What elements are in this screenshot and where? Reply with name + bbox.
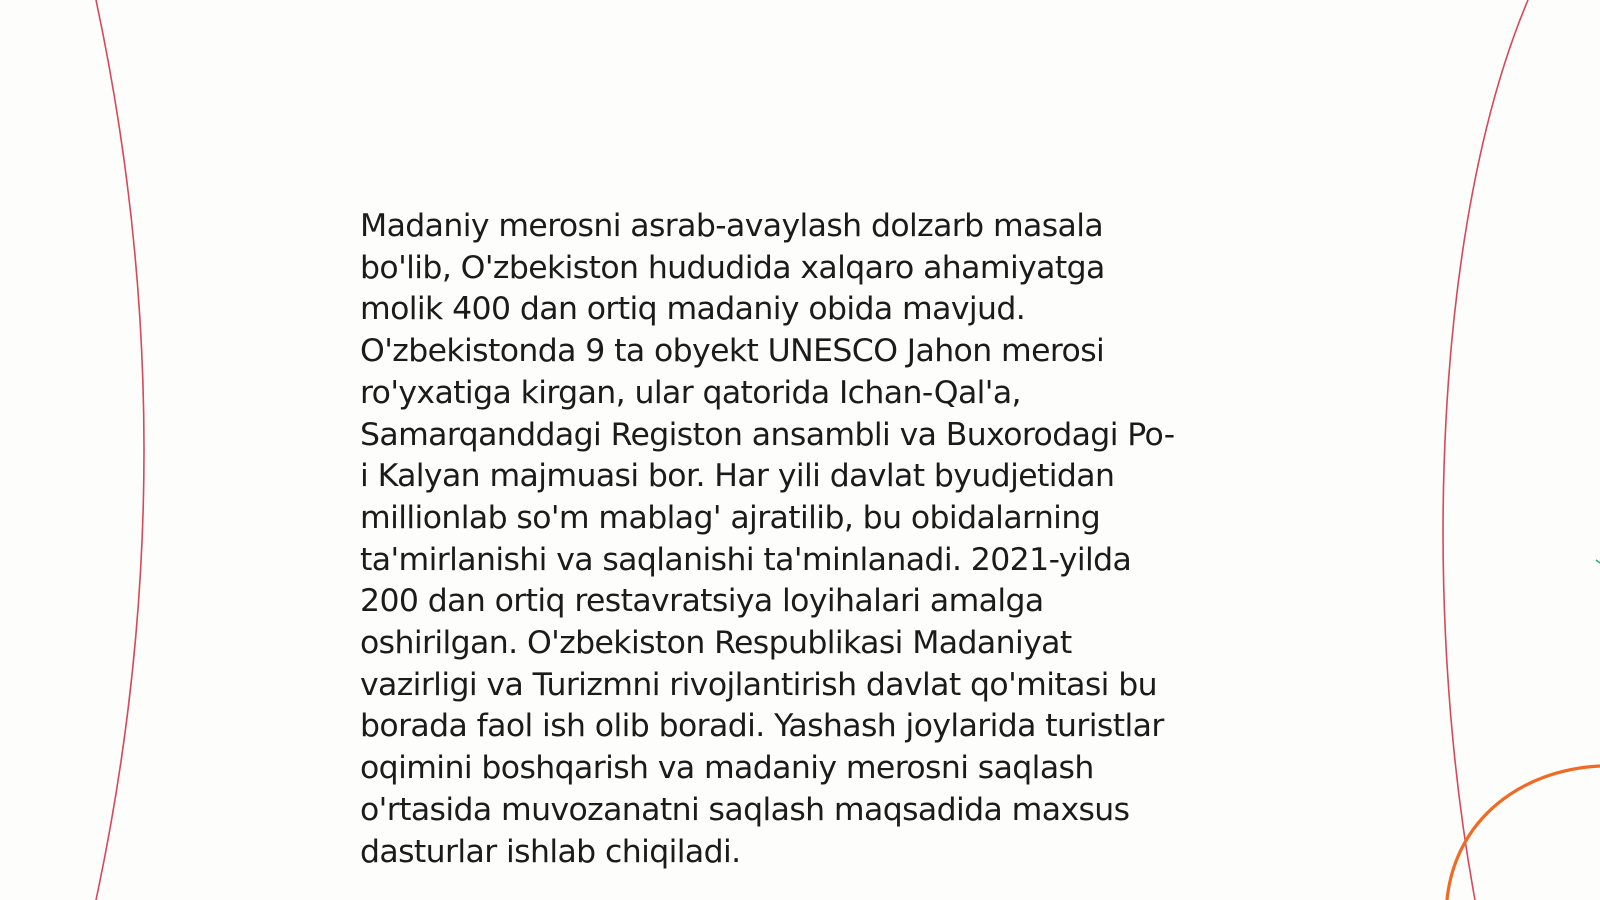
body-line: Madaniy merosni asrab-avaylash dolzarb masala (360, 208, 1104, 244)
body-line: oqimini boshqarish va madaniy merosni saqlash (360, 750, 1094, 787)
body-paragraph (360, 206, 1240, 873)
left-arc (96, 0, 144, 900)
body-line: molik 400 dan ortiq madaniy obida mavjud. (360, 291, 1026, 328)
body-line: vazirligi va Turizmni rivojlantirish davlat qo'mitasi bu (360, 666, 1157, 703)
body-line: i Kalyan majmuasi bor. Har yili davlat byudjetidan (360, 458, 1115, 495)
body-line: millionlab so'm mablag' ajratilib, bu obidalarning (360, 499, 1101, 536)
accent-tick (1596, 560, 1600, 563)
body-line: bo'lib, O'zbekiston hududida xalqaro ahamiyatga (360, 249, 1105, 286)
body-line: borada faol ish olib boradi. Yashash joylarida turistlar (360, 708, 1164, 745)
orange-arc (1447, 766, 1600, 900)
right-arc (1443, 0, 1528, 900)
body-line: Samarqanddagi Registon ansambli va Buxorodagi Po- (360, 416, 1175, 453)
body-line: ro'yxatiga kirgan, ular qatorida Ichan-Qal'a, (360, 374, 1021, 411)
body-line: o'rtasida muvozanatni saqlash maqsadida maxsus (360, 791, 1130, 828)
body-line: 200 dan ortiq restavratsiya loyihalari amalga (360, 583, 1044, 620)
body-line: dasturlar ishlab chiqiladi. (360, 833, 741, 870)
body-line: ta'mirlanishi va saqlanishi ta'minlanadi. 2021-yilda (360, 541, 1132, 578)
body-line: oshirilgan. O'zbekiston Respublikasi Madaniyat (360, 625, 1072, 662)
body-line: O'zbekistonda 9 ta obyekt UNESCO Jahon merosi (360, 333, 1105, 370)
